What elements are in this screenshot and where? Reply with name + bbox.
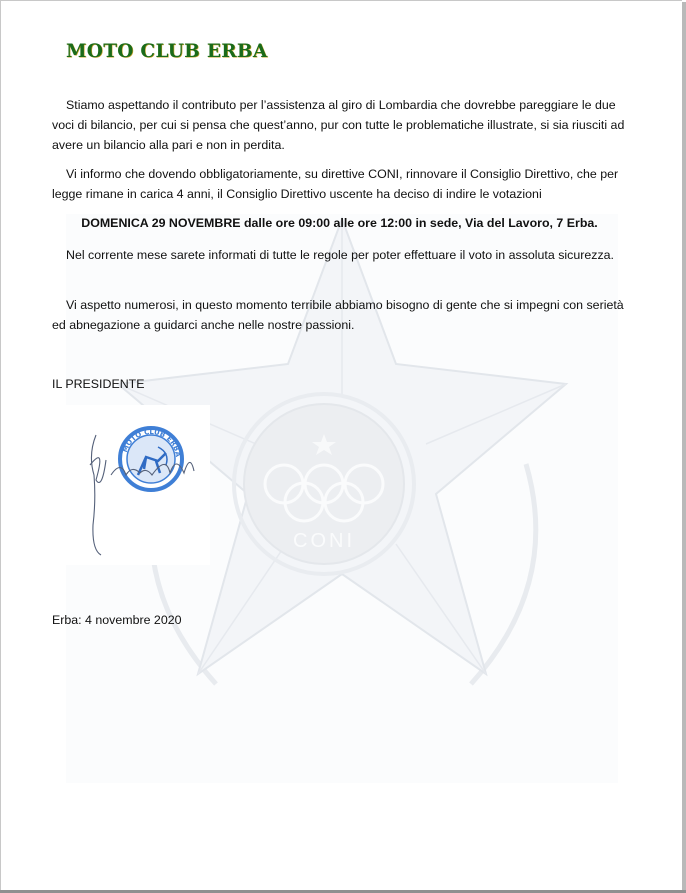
paragraph-closing: Vi aspetto numerosi, in questo momento terribile abbiamo bisogno di gente che si impegni con serietà ed abnegazione a guidarci anche nelle nostre passioni. (52, 298, 624, 332)
club-stamp-signature-icon (66, 405, 210, 565)
paragraph-rules: Nel corrente mese sarete informati di tutte le regole per poter effettuare il voto in assoluta sicurezza. (66, 248, 614, 262)
page-shadow (682, 2, 686, 893)
stamp-text: MOTO CLUB ERBA (121, 427, 182, 458)
paragraph-elections: Vi informo che dovendo obbligatoriamente, su direttive CONI, rinnovare il Consiglio Direttivo, che per legge rimane in carica 4 anni, il Consiglio Direttivo uscente ha deciso di indire le votazioni (52, 167, 619, 201)
announcement-date-location: DOMENICA 29 NOVEMBRE dalle ore 09:00 alle ore 12:00 in sede, Via del Lavoro, 7 Erba. (81, 216, 598, 230)
watermark-text: CONI (293, 530, 355, 552)
signature-stamp (66, 405, 210, 565)
date-line: Erba: 4 novembre 2020 (52, 613, 182, 627)
paragraph-budget: Stiamo aspettando il contributo per l’assistenza al giro di Lombardia che dovrebbe pareggiare le due voci di bilancio, per cui si pensa che quest’anno, pur con tutte le problematiche illustrate, si sia riusciti ad avere un bilancio alla pari e non in perdita. (52, 98, 625, 152)
document-title: MOTO CLUB ERBA (66, 41, 268, 62)
signatory-label: IL PRESIDENTE (52, 377, 145, 391)
